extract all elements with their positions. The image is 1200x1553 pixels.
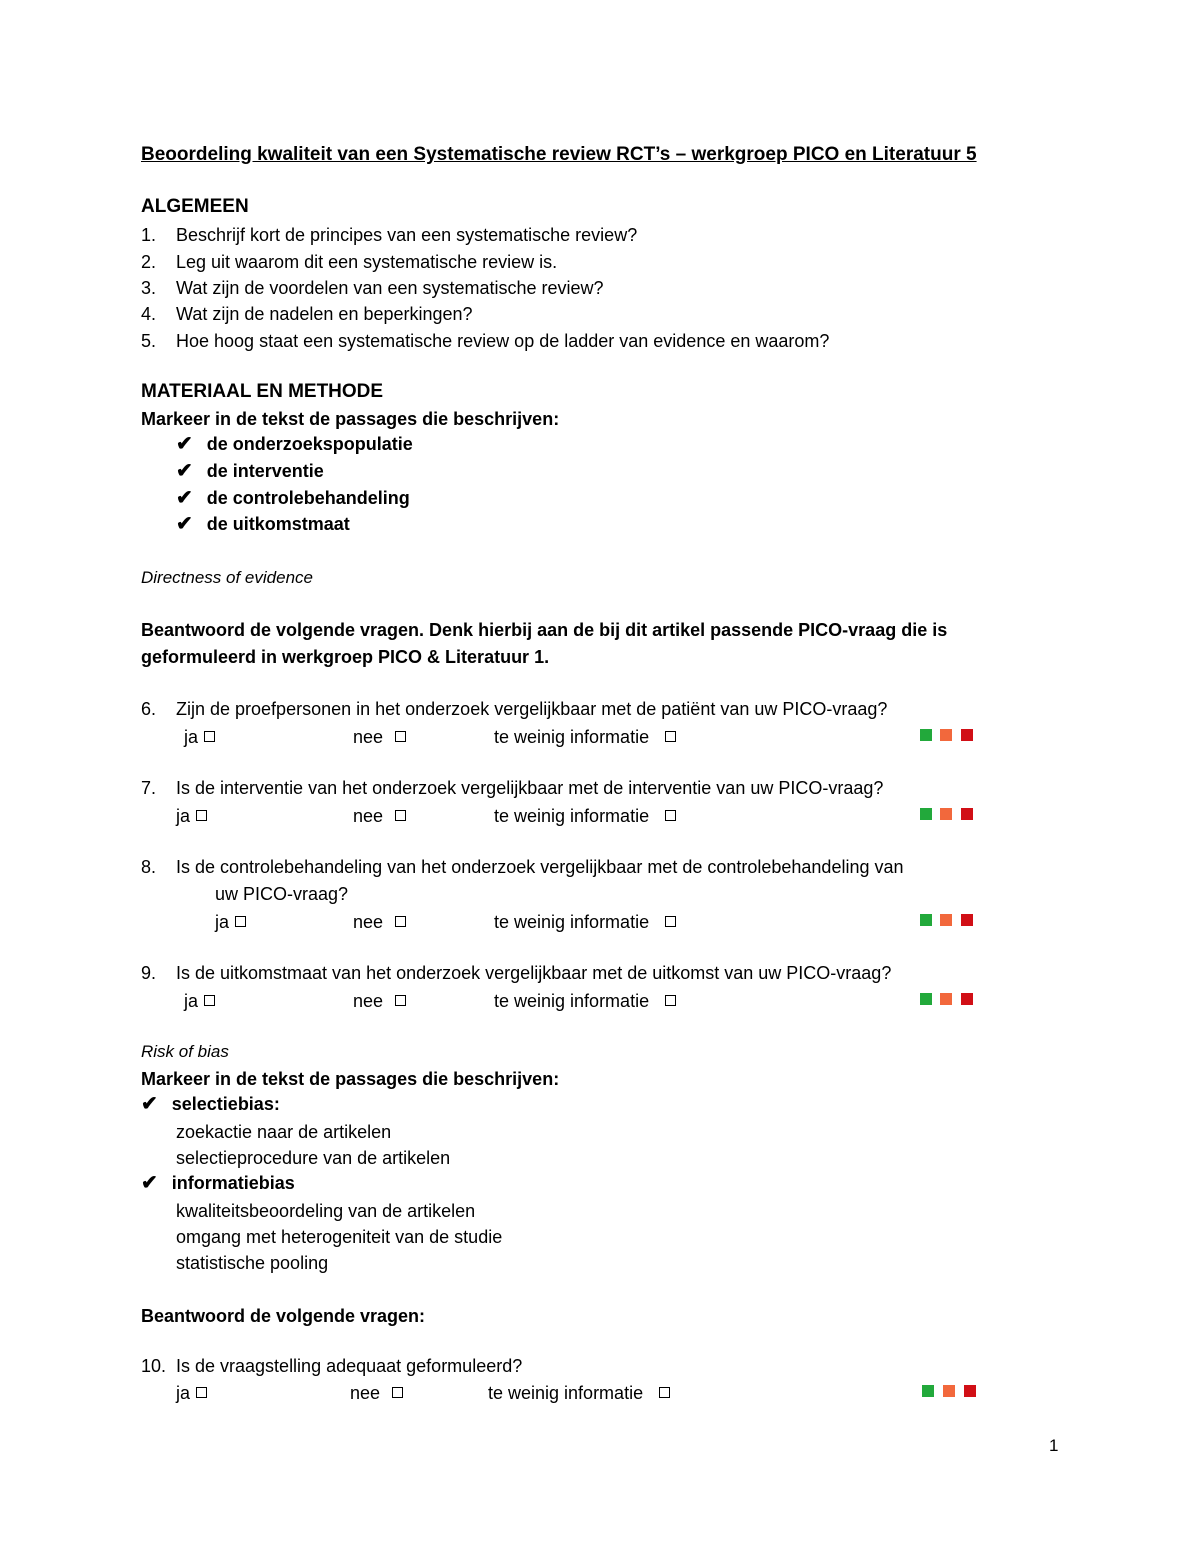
directness-instruction: geformuleerd in werkgroep PICO & Literatuur 1. bbox=[141, 647, 550, 667]
risk-instruction: Markeer in de tekst de passages die beschrijven: bbox=[141, 1069, 560, 1089]
check-icon: ✔ bbox=[176, 487, 193, 509]
rating-orange-square[interactable] bbox=[940, 914, 952, 926]
list-item: 2. Leg uit waarom dit een systematische review is. bbox=[141, 252, 558, 272]
list-item: ✔ de onderzoekspopulatie bbox=[176, 433, 413, 455]
option-te-weinig-informatie[interactable]: te weinig informatie bbox=[494, 990, 676, 1012]
list-item: 3. Wat zijn de voordelen van een systematische review? bbox=[141, 278, 604, 298]
list-item: ✔ de controlebehandeling bbox=[176, 487, 410, 509]
list-item: 1. Beschrijf kort de principes van een systematische review? bbox=[141, 225, 638, 245]
check-icon: ✔ bbox=[176, 513, 193, 535]
list-item: 4. Wat zijn de nadelen en beperkingen? bbox=[141, 304, 473, 324]
option-ja[interactable]: ja bbox=[176, 1382, 207, 1404]
list-item: ✔ de interventie bbox=[176, 460, 324, 482]
checkbox[interactable] bbox=[392, 1387, 403, 1398]
checkbox[interactable] bbox=[395, 995, 406, 1006]
check-icon: ✔ bbox=[141, 1172, 158, 1194]
question-7: 7. Is de interventie van het onderzoek vergelijkbaar met de interventie van uw PICO-vraag? bbox=[141, 778, 884, 798]
rating-red-square[interactable] bbox=[964, 1385, 976, 1397]
answer-heading: Beantwoord de volgende vragen: bbox=[141, 1306, 426, 1326]
question-8: 8. Is de controlebehandeling van het onderzoek vergelijkbaar met de controlebehandeling van bbox=[141, 857, 904, 877]
rating-red-square[interactable] bbox=[961, 729, 973, 741]
check-icon: ✔ bbox=[176, 433, 193, 455]
rating-green-square[interactable] bbox=[920, 729, 932, 741]
checkbox[interactable] bbox=[204, 995, 215, 1006]
list-item: ✔ informatiebias bbox=[141, 1172, 295, 1194]
option-nee[interactable]: nee bbox=[350, 1382, 403, 1404]
rating-green-square[interactable] bbox=[922, 1385, 934, 1397]
question-9: 9. Is de uitkomstmaat van het onderzoek vergelijkbaar met de uitkomst van uw PICO-vraag? bbox=[141, 963, 892, 983]
checkbox[interactable] bbox=[659, 1387, 670, 1398]
option-te-weinig-informatie[interactable]: te weinig informatie bbox=[494, 911, 676, 933]
rating-green-square[interactable] bbox=[920, 914, 932, 926]
rating-orange-square[interactable] bbox=[943, 1385, 955, 1397]
list-item: ✔ selectiebias: bbox=[141, 1093, 280, 1115]
checkbox[interactable] bbox=[395, 916, 406, 927]
option-ja[interactable]: ja bbox=[184, 990, 215, 1012]
rating-orange-square[interactable] bbox=[940, 993, 952, 1005]
checkbox[interactable] bbox=[196, 810, 207, 821]
rating-red-square[interactable] bbox=[961, 808, 973, 820]
list-item: omgang met heterogeniteit van de studie bbox=[176, 1227, 503, 1247]
rating-orange-square[interactable] bbox=[940, 729, 952, 741]
section-heading-methode: MATERIAAL EN METHODE bbox=[141, 381, 384, 402]
rating-red-square[interactable] bbox=[961, 914, 973, 926]
list-item: 5. Hoe hoog staat een systematische review op de ladder van evidence en waarom? bbox=[141, 331, 830, 351]
directness-label: Directness of evidence bbox=[141, 568, 313, 587]
risk-of-bias-label: Risk of bias bbox=[141, 1042, 229, 1061]
checkbox[interactable] bbox=[204, 731, 215, 742]
question-8-continued: uw PICO-vraag? bbox=[215, 884, 349, 904]
option-nee[interactable]: nee bbox=[353, 911, 406, 933]
rating-orange-square[interactable] bbox=[940, 808, 952, 820]
list-item: kwaliteitsbeoordeling van de artikelen bbox=[176, 1201, 476, 1221]
rating-green-square[interactable] bbox=[920, 808, 932, 820]
option-te-weinig-informatie[interactable]: te weinig informatie bbox=[488, 1382, 670, 1404]
option-ja[interactable]: ja bbox=[184, 726, 215, 748]
option-nee[interactable]: nee bbox=[353, 726, 406, 748]
rating-red-square[interactable] bbox=[961, 993, 973, 1005]
list-item: selectieprocedure van de artikelen bbox=[176, 1148, 451, 1168]
page-number: 1 bbox=[1049, 1436, 1059, 1455]
methode-instruction: Markeer in de tekst de passages die beschrijven: bbox=[141, 409, 560, 429]
checkbox[interactable] bbox=[196, 1387, 207, 1398]
option-te-weinig-informatie[interactable]: te weinig informatie bbox=[494, 805, 676, 827]
option-ja[interactable]: ja bbox=[176, 805, 207, 827]
check-icon: ✔ bbox=[176, 460, 193, 482]
option-te-weinig-informatie[interactable]: te weinig informatie bbox=[494, 726, 676, 748]
directness-instruction: Beantwoord de volgende vragen. Denk hierbij aan de bij dit artikel passende PICO-vraag die is bbox=[141, 620, 948, 640]
list-item: zoekactie naar de artikelen bbox=[176, 1122, 392, 1142]
checkbox[interactable] bbox=[395, 731, 406, 742]
check-icon: ✔ bbox=[141, 1093, 158, 1115]
list-item: ✔ de uitkomstmaat bbox=[176, 513, 350, 535]
checkbox[interactable] bbox=[235, 916, 246, 927]
rating-green-square[interactable] bbox=[920, 993, 932, 1005]
checkbox[interactable] bbox=[665, 995, 676, 1006]
checkbox[interactable] bbox=[665, 731, 676, 742]
question-10: 10. Is de vraagstelling adequaat geformuleerd? bbox=[141, 1356, 523, 1376]
list-item: statistische pooling bbox=[176, 1253, 329, 1273]
checkbox[interactable] bbox=[395, 810, 406, 821]
checkbox[interactable] bbox=[665, 916, 676, 927]
option-nee[interactable]: nee bbox=[353, 990, 406, 1012]
option-nee[interactable]: nee bbox=[353, 805, 406, 827]
question-6: 6. Zijn de proefpersonen in het onderzoek vergelijkbaar met de patiënt van uw PICO-vraag? bbox=[141, 699, 888, 719]
checkbox[interactable] bbox=[665, 810, 676, 821]
page-title: Beoordeling kwaliteit van een Systematische review RCT’s – werkgroep PICO en Literatuur 5 bbox=[141, 144, 977, 165]
option-ja[interactable]: ja bbox=[215, 911, 246, 933]
section-heading-algemeen: ALGEMEEN bbox=[141, 196, 249, 217]
